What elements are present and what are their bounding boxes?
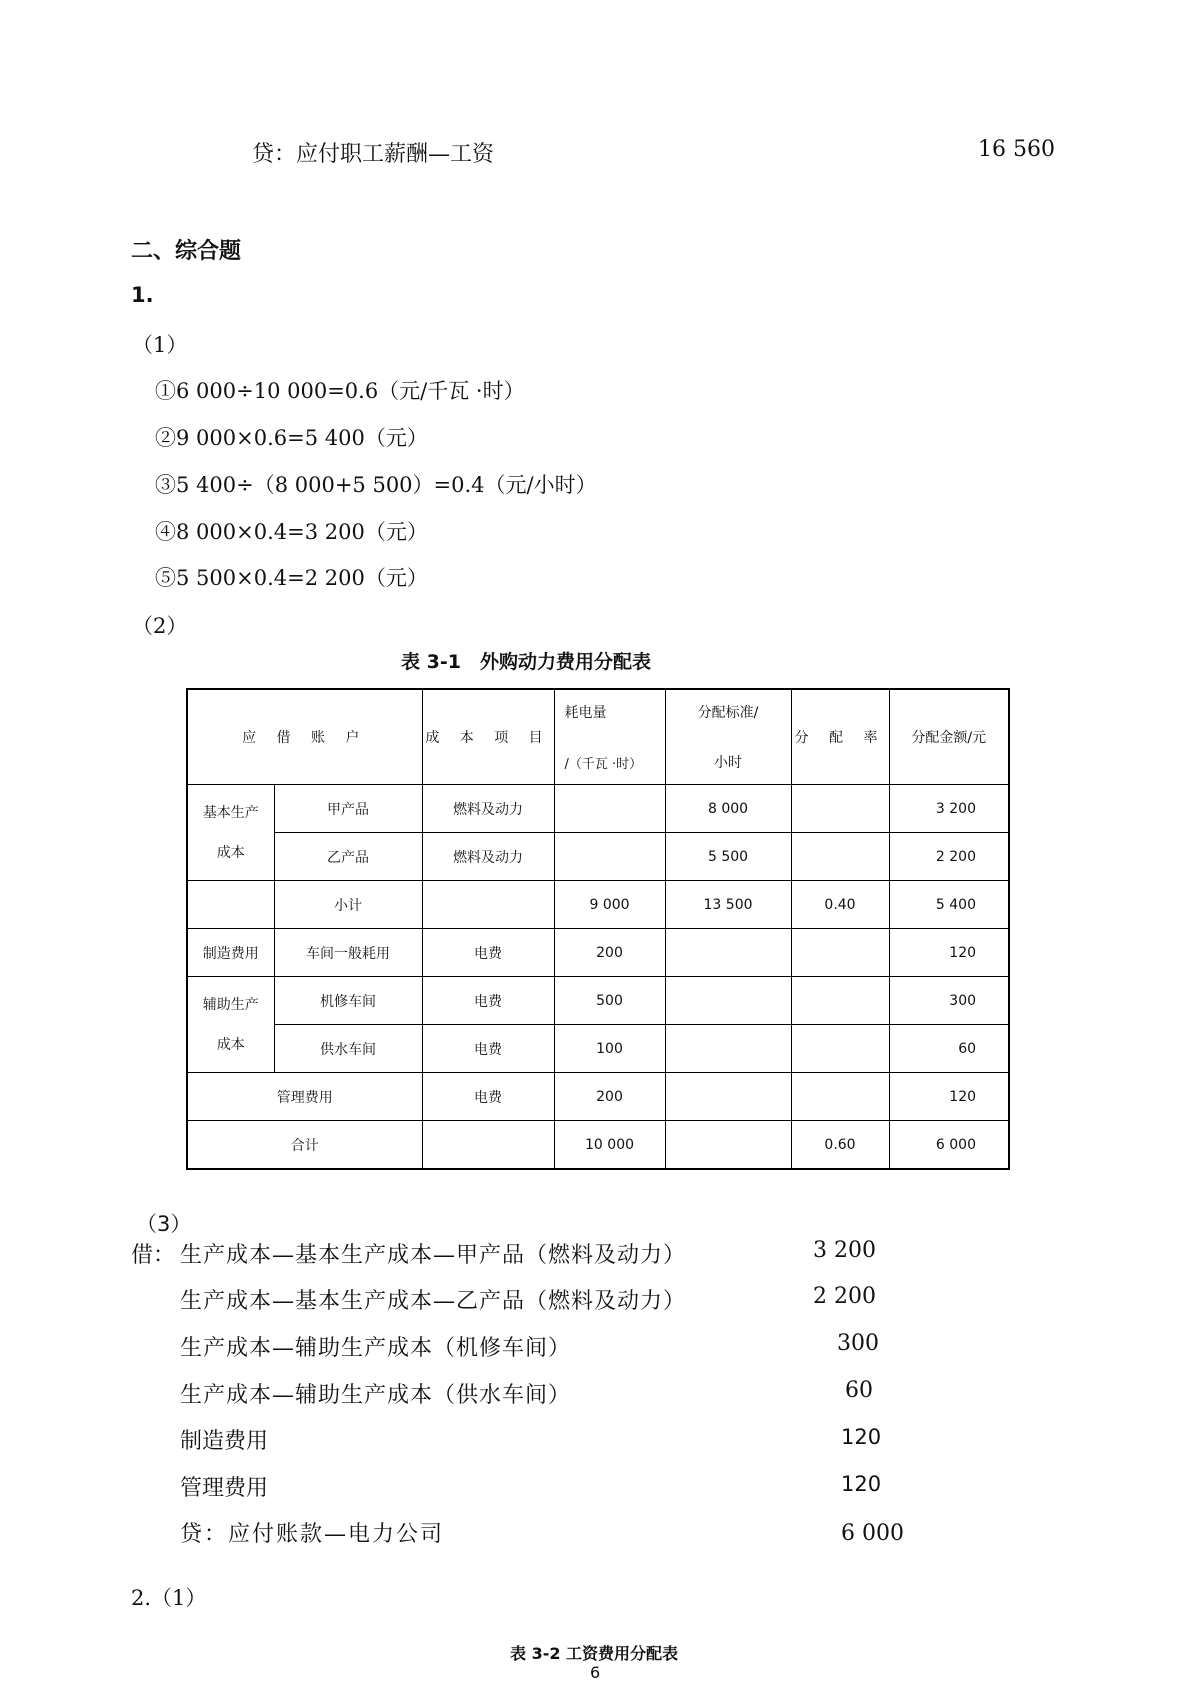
credit-wages-label: 贷：应付职工薪酬—工资 — [252, 142, 495, 167]
part-label-2: （2） — [132, 614, 188, 638]
row-group: 合计 — [187, 1121, 422, 1170]
row-usage: 10 000 — [554, 1121, 665, 1170]
group-aux-production: 辅助生产 成本 — [187, 977, 274, 1073]
row-rate: 0.60 — [791, 1121, 889, 1170]
journal-amount: 120 — [841, 1425, 882, 1449]
row-amount: 2 200 — [889, 833, 1009, 881]
row-usage — [554, 833, 665, 881]
table-row — [187, 1073, 1009, 1121]
row-item: 燃料及动力 — [422, 833, 554, 881]
row-standard — [665, 929, 791, 977]
calc-line: ①6 000÷10 000=0.6（元/千瓦 ·时） — [155, 379, 525, 403]
row-usage: 200 — [554, 1073, 665, 1121]
calc-line: ③5 400÷（8 000+5 500）=0.4（元/小时） — [155, 473, 597, 497]
row-group-empty — [187, 881, 274, 929]
row-item: 电费 — [422, 929, 554, 977]
table2-caption: 表 3-2 工资费用分配表 — [510, 1644, 679, 1663]
row-group: 管理费用 — [187, 1073, 422, 1121]
row-sub: 小计 — [274, 881, 422, 929]
header-usage: 耗电量 /（千瓦 ·时） — [554, 689, 665, 785]
row-rate — [791, 1025, 889, 1073]
table-row — [187, 1025, 1009, 1073]
journal-credit-amount: 6 000 — [841, 1521, 904, 1546]
table-row — [187, 977, 1009, 1025]
row-sub: 供水车间 — [274, 1025, 422, 1073]
row-usage — [554, 785, 665, 833]
table-caption: 表 3-1 外购动力费用分配表 — [401, 651, 651, 673]
power-cost-allocation-table — [186, 688, 1010, 1170]
table-row — [187, 929, 1009, 977]
row-standard — [665, 1025, 791, 1073]
row-standard — [665, 1121, 791, 1170]
part-label-1: （1） — [132, 333, 188, 357]
row-rate — [791, 785, 889, 833]
journal-amount: 2 200 — [813, 1284, 876, 1309]
row-amount: 6 000 — [889, 1121, 1009, 1170]
journal-credit-account: 贷：应付账款—电力公司 — [180, 1522, 445, 1547]
row-rate: 0.40 — [791, 881, 889, 929]
header-cost-item: 成 本 项 目 — [422, 689, 554, 785]
journal-amount: 60 — [845, 1378, 873, 1403]
row-rate — [791, 929, 889, 977]
row-amount: 3 200 — [889, 785, 1009, 833]
journal-amount: 120 — [841, 1472, 882, 1496]
table-header-row — [187, 689, 1009, 785]
header-rate: 分 配 率 — [791, 689, 889, 785]
journal-account: 生产成本—辅助生产成本（机修车间） — [180, 1336, 572, 1361]
table-row — [187, 785, 1009, 833]
section-title: 二、综合题 — [131, 239, 242, 264]
table-row — [187, 833, 1009, 881]
table-total-row — [187, 1121, 1009, 1170]
row-standard: 8 000 — [665, 785, 791, 833]
row-standard: 13 500 — [665, 881, 791, 929]
row-item: 电费 — [422, 977, 554, 1025]
row-amount: 120 — [889, 929, 1009, 977]
row-rate — [791, 977, 889, 1025]
header-amount: 分配金额/元 — [889, 689, 1009, 785]
row-sub: 甲产品 — [274, 785, 422, 833]
question-number-1: 1. — [131, 283, 154, 307]
row-group: 制造费用 — [187, 929, 274, 977]
row-usage: 200 — [554, 929, 665, 977]
calc-line: ②9 000×0.6=5 400（元） — [155, 426, 428, 450]
row-rate — [791, 1073, 889, 1121]
row-sub: 乙产品 — [274, 833, 422, 881]
debit-prefix: 借： — [131, 1243, 176, 1268]
row-usage: 9 000 — [554, 881, 665, 929]
row-usage: 100 — [554, 1025, 665, 1073]
journal-amount: 3 200 — [813, 1238, 876, 1263]
row-item: 燃料及动力 — [422, 785, 554, 833]
row-item — [422, 881, 554, 929]
journal-amount: 300 — [837, 1331, 879, 1356]
row-item — [422, 1121, 554, 1170]
journal-account: 管理费用 — [180, 1476, 269, 1501]
calc-line: ⑤5 500×0.4=2 200（元） — [155, 566, 428, 590]
question-2-label: 2.（1） — [131, 1586, 207, 1610]
calc-line: ④8 000×0.4=3 200（元） — [155, 520, 428, 544]
row-item: 电费 — [422, 1025, 554, 1073]
header-account: 应 借 账 户 — [187, 689, 422, 785]
row-standard — [665, 977, 791, 1025]
row-amount: 60 — [889, 1025, 1009, 1073]
credit-wages-amount: 16 560 — [978, 137, 1055, 162]
row-amount: 5 400 — [889, 881, 1009, 929]
part-label-3: （3） — [136, 1212, 192, 1236]
table-row — [187, 881, 1009, 929]
row-standard — [665, 1073, 791, 1121]
row-sub: 车间一般耗用 — [274, 929, 422, 977]
row-usage: 500 — [554, 977, 665, 1025]
row-sub: 机修车间 — [274, 977, 422, 1025]
row-amount: 300 — [889, 977, 1009, 1025]
row-standard: 5 500 — [665, 833, 791, 881]
header-standard: 分配标准/ 小时 — [665, 689, 791, 785]
page-number: 6 — [590, 1663, 601, 1682]
journal-account: 生产成本—辅助生产成本（供水车间） — [180, 1383, 572, 1408]
row-rate — [791, 833, 889, 881]
journal-account: 生产成本—基本生产成本—甲产品（燃料及动力） — [180, 1243, 687, 1268]
row-amount: 120 — [889, 1073, 1009, 1121]
group-basic-production: 基本生产 成本 — [187, 785, 274, 881]
journal-account: 生产成本—基本生产成本—乙产品（燃料及动力） — [180, 1289, 687, 1314]
journal-account: 制造费用 — [180, 1429, 269, 1454]
row-item: 电费 — [422, 1073, 554, 1121]
